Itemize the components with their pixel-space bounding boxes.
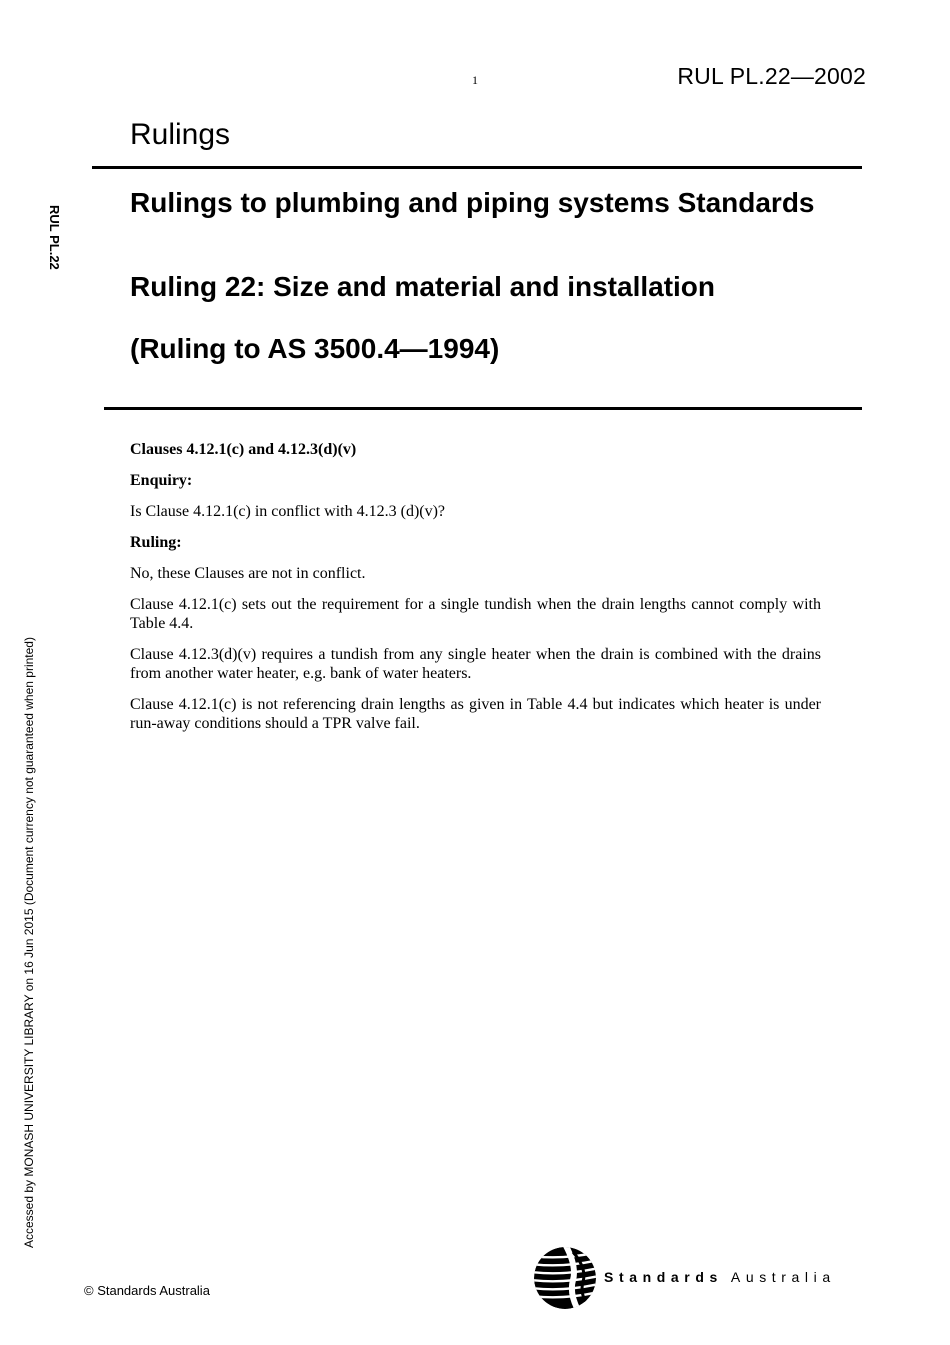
clauses-heading: Clauses 4.12.1(c) and 4.12.3(d)(v) (130, 441, 357, 458)
section-label: Rulings (130, 118, 231, 151)
top-divider (92, 166, 862, 169)
enquiry-text: Is Clause 4.12.1(c) in conflict with 4.12.3 (d)(v)? (130, 503, 446, 520)
ruling-reference: (Ruling to AS 3500.4—1994) (130, 333, 500, 364)
ruling-body (130, 440, 821, 745)
logo-wordmark (604, 1269, 836, 1285)
standards-australia-logo-icon (533, 1246, 597, 1310)
ruling-paragraph: Clause 4.12.1(c) sets out the requirement for a single tundish when the drain lengths cannot comply with Table 4.4. (130, 596, 821, 632)
logo-word-standards: Standards (604, 1269, 723, 1285)
document-code: RUL PL.22—2002 (677, 63, 866, 89)
enquiry-label: Enquiry: (130, 472, 193, 489)
document-title: Rulings to plumbing and piping systems Standards (130, 187, 815, 218)
page-number: 1 (472, 73, 478, 87)
logo-word-australia: Australia (730, 1269, 836, 1285)
ruling-paragraph: Clause 4.12.3(d)(v) requires a tundish from any single heater when the drain is combined with the drains from another water heater, e.g. bank of water heaters. (130, 646, 821, 682)
side-tab-code: RUL PL.22 (47, 205, 62, 270)
ruling-paragraph: Clause 4.12.1(c) is not referencing drain lengths as given in Table 4.4 but indicates which heater is under run-away conditions should a TPR valve fail. (130, 696, 821, 732)
ruling-paragraph: No, these Clauses are not in conflict. (130, 565, 366, 582)
footer-copyright: © Standards Australia (84, 1283, 210, 1298)
ruling-label: Ruling: (130, 534, 182, 551)
bottom-divider (104, 407, 862, 410)
access-notice: Accessed by MONASH UNIVERSITY LIBRARY on 16 Jun 2015 (Document currency not guaranteed when printed) (22, 637, 36, 1248)
ruling-title: Ruling 22: Size and material and installation (130, 271, 716, 302)
